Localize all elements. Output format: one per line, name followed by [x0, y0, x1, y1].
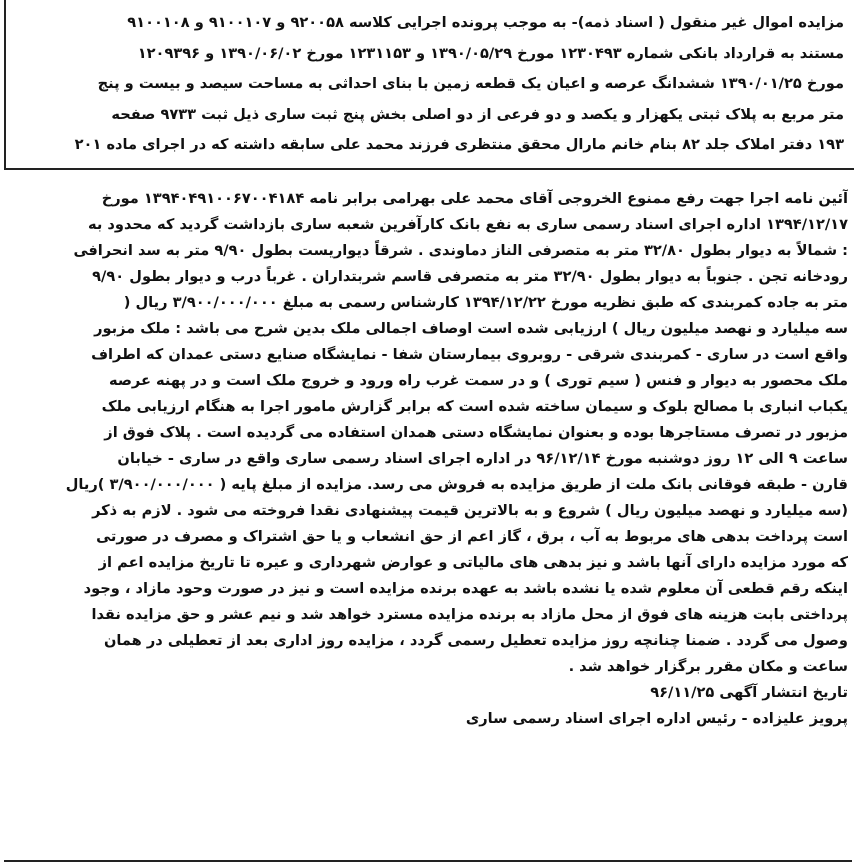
notice-body-line: سه میلیارد و نهصد میلیون ریال ) ارزیابی شده است اوصاف اجمالی ملک بدین شرح می باشد : ملک مزبور — [94, 320, 848, 337]
notice-body-line: ملک محصور به دیوار و فنس ( سیم توری ) و در سمت غرب راه ورود و خروج ملک است و در پهنه عرصه — [108, 372, 848, 389]
notice-body-line: واقع است در ساری - کمربندی شرقی - روبروی بیمارستان شفا - نمایشگاه صنایع دستی عمدان که اطراف — [91, 346, 848, 363]
notice-header-line: متر مربع به پلاک ثبتی یکهزار و یکصد و دو فرعی از دو اصلی بخش پنج ثبت ساری ذیل ثبت ۹۷۳۳ صفحه — [111, 105, 844, 123]
notice-body-line: مزبور در تصرف مستاجرها بوده و بعنوان نمایشگاه دستی همدان استفاده می گردیده است . پلاک فوق از — [104, 424, 848, 441]
notice-body-line: (سه میلیارد و نهصد میلیون ریال ) شروع و به بالاترین قیمت پیشنهادی نقدا فروخته می شود . لازم به ذکر — [92, 502, 848, 519]
notice-header-line: ۱۹۳ دفتر املاک جلد ۸۲ بنام خانم مارال محقق منتظری فرزند محمد علی سابقه داشته که در اجرای ماده ۲۰۱ — [74, 136, 844, 153]
notice-body-paragraph — [22, 186, 848, 732]
notice-body-line: متر به جاده کمربندی که طبق نظریه مورخ ۱۳۹۴/۱۲/۲۲ کارشناس رسمی به مبلغ ۳/۹۰۰/۰۰۰/۰۰۰ ریال ( — [123, 294, 848, 311]
notice-body-line: ساعت ۹ الی ۱۲ روز دوشنبه مورخ ۹۶/۱۲/۱۴ در اداره اجرای اسناد رسمی ساری واقع در ساری - خیابان — [117, 450, 848, 467]
notice-body-line: که مورد مزایده دارای آنها باشد و نیز بدهی های مالیاتی و عوارض شهرداری و عیره تا تاریخ مزایده اعم از — [98, 554, 848, 571]
notice-body-line: یکباب انباری با مصالح بلوک و سیمان ساخته شده است که برابر گزارش مامور اجرا به هنگام ارزیابی ملک — [101, 398, 848, 415]
notice-body-line: آئین نامه اجرا جهت رفع ممنوع الخروجی آقای محمد علی بهرامی برابر نامه ۱۳۹۴۰۴۹۱۰۰۶۷۰۰۴۱۸۴ مورخ — [101, 190, 848, 207]
notice-body-line: : شمالاً به دیوار بطول ۳۲/۸۰ متر به متصرفی الناز دماوندی . شرقاً دیواریست بطول ۹/۹۰ متر به سد انحرافی — [73, 242, 848, 259]
auction-notice-body-block — [12, 186, 860, 866]
publish-date: تاریخ انتشار آگهی ۹۶/۱۱/۲۵ — [650, 684, 848, 701]
notice-header-paragraph — [8, 8, 844, 161]
notice-body-line: ساعت و مکان مقرر برگزار خواهد شد . — [568, 658, 848, 675]
notice-header-line: مزایده اموال غیر منقول ( اسناد ذمه)- به موجب پرونده اجرایی کلاسه ۹۲۰۰۵۸ و ۹۱۰۰۱۰۷ و ۹۱۰۰۱۰۸ — [127, 14, 844, 31]
signature-line: پرویز علیزاده - رئیس اداره اجرای اسناد رسمی ساری — [465, 710, 848, 727]
notice-body-line: قارن - طبقه فوقانی بانک ملت از طریق مزایده به فروش می رسد. مزایده از مبلغ پایه ( ۳/۹۰۰/۰۰۰/۰۰۰ )ریال — [65, 476, 848, 493]
bottom-divider — [4, 860, 852, 862]
notice-body-line: وصول می گردد . ضمنا چنانچه روز مزایده تعطیل رسمی گردد ، مزایده روز اداری بعد از تعطیلی در همان — [103, 632, 848, 649]
notice-body-line: رودخانه تجن . جنوباً به دیوار بطول ۳۲/۹۰ متر به متصرفی قاسم شربتداران . غرباً درب و دیوار بطول ۹/۹۰ — [92, 268, 848, 285]
notice-body-line: ۱۳۹۴/۱۲/۱۷ اداره اجرای اسناد رسمی ساری به نفع بانک کارآفرین شعبه ساری بازداشت گردید که محدود به — [87, 216, 848, 233]
notice-header-line: مورخ ۱۳۹۰/۰۱/۲۵ ششدانگ عرصه و اعیان یک قطعه زمین با بنای احداثی به مساحت سیصد و بیست و پنج — [97, 75, 844, 92]
notice-body-line: است پرداخت بدهی های مربوط به آب ، برق ، گاز اعم از حق انشعاب و یا حق اشتراک و مصرف در صورتی — [96, 528, 848, 545]
notice-body-line: پرداختی بابت هزینه های فوق از محل مازاد به برنده مزایده مسترد خواهد شد و نیم عشر و حق مزایده نقدا — [91, 606, 848, 623]
auction-notice-header-block — [4, 0, 854, 170]
notice-body-line: اینکه رقم قطعی آن معلوم شده یا نشده باشد به عهده برنده مزایده است و نیز در صورت وحود مازاد ، وجود — [83, 580, 848, 597]
notice-header-line: مستند به قرارداد بانکی شماره ۱۲۳۰۴۹۳ مورخ ۱۳۹۰/۰۵/۲۹ و ۱۲۳۱۱۵۳ مورخ ۱۳۹۰/۰۶/۰۲ و ۱۲۰۹۳۹۶ — [137, 44, 844, 62]
